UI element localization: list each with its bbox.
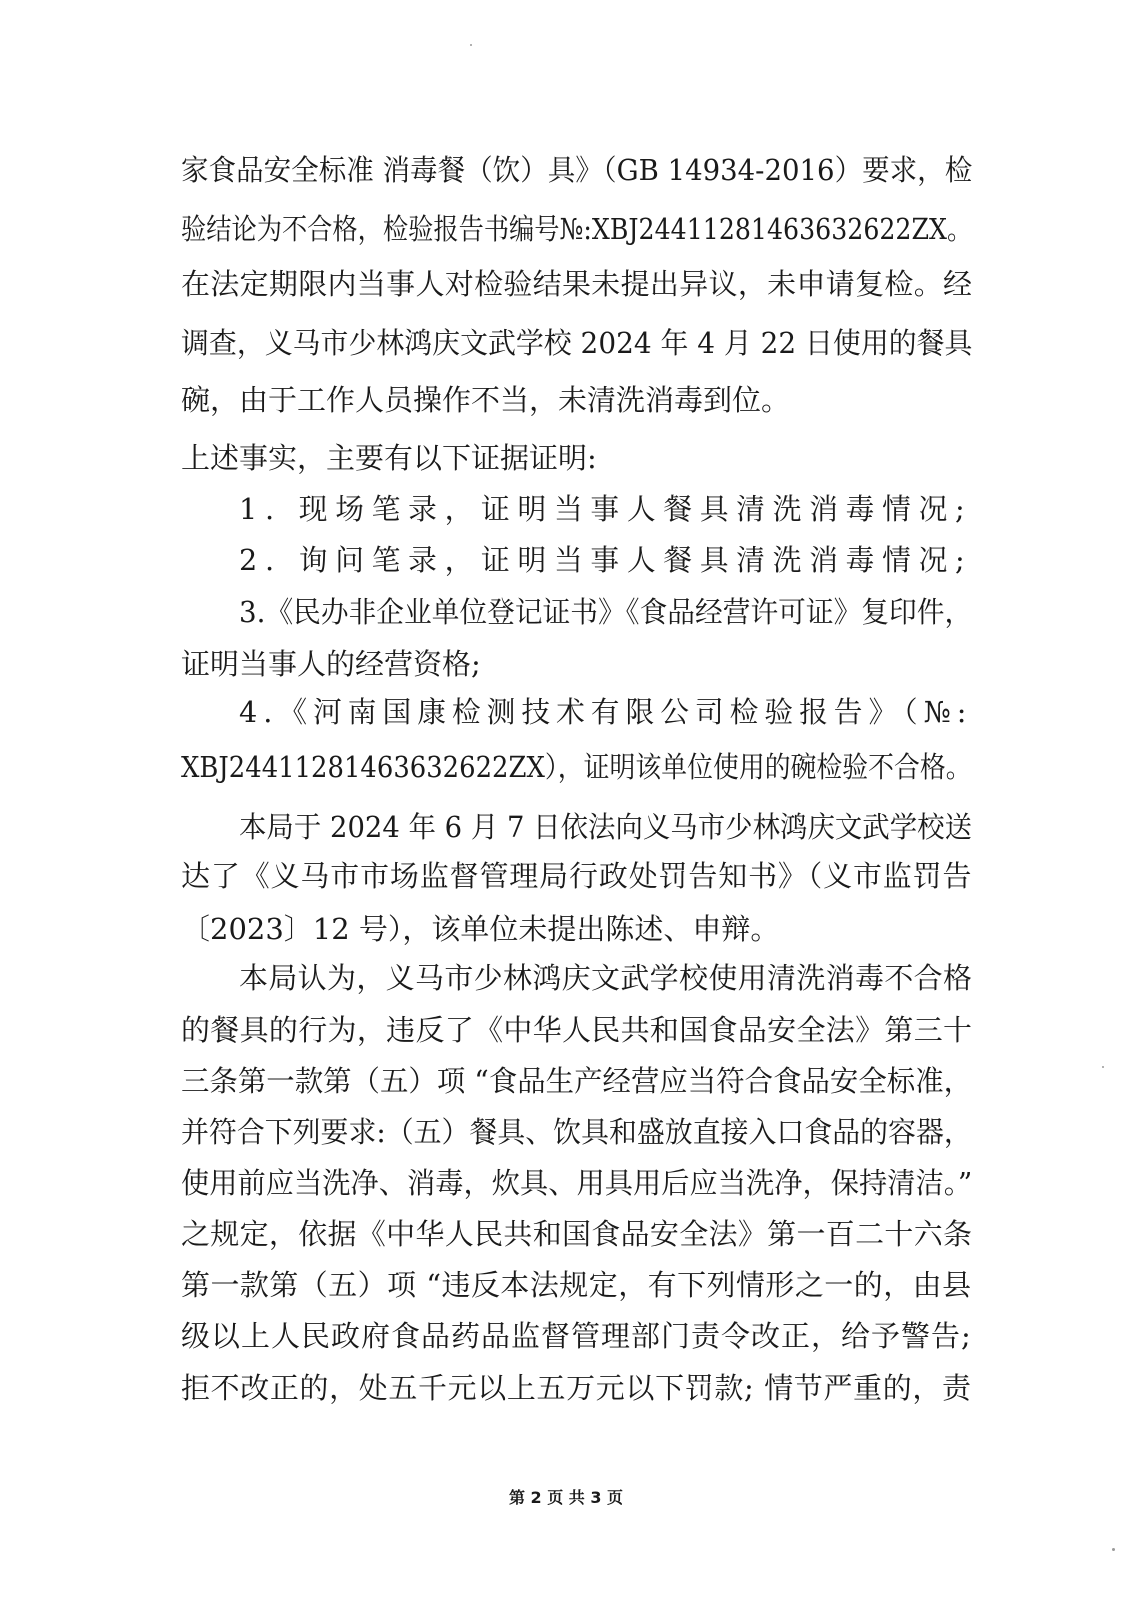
text-line: 的餐具的行为，违反了《中华人民共和国食品安全法》第三十: [181, 1013, 973, 1047]
scan-speck: [470, 44, 472, 46]
text-line: 1. 现场笔录，证明当事人餐具清洗消毒情况;: [239, 492, 973, 526]
text-line: 3.《民办非企业单位登记证书》《食品经营许可证》复印件，: [239, 595, 973, 629]
text-line: 在法定期限内当事人对检验结果未提出异议，未申请复检。经: [181, 267, 973, 301]
text-line: 拒不改正的，处五千元以上五万元以下罚款; 情节严重的，责: [181, 1371, 972, 1405]
text-line: 〔2023〕12 号），该单位未提出陈述、申辩。: [181, 912, 780, 946]
text-line: 本局认为，义马市少林鸿庆文武学校使用清洗消毒不合格: [239, 961, 973, 995]
text-line: 三条第一款第（五）项 “食品生产经营应当符合食品安全标准，: [181, 1064, 973, 1098]
text-line: 第一款第（五）项 “违反本法规定，有下列情形之一的，由县: [181, 1268, 972, 1302]
text-line: 碗，由于工作人员操作不当，未清洗消毒到位。: [181, 383, 791, 417]
text-line: 家食品安全标准 消毒餐（饮）具》（GB 14934-2016）要求，检: [181, 153, 973, 187]
text-line: 并符合下列要求:（五）餐具、饮具和盛放直接入口食品的容器，: [181, 1115, 972, 1149]
text-line: 本局于 2024 年 6 月 7 日依法向义马市少林鸿庆文武学校送: [239, 810, 973, 844]
text-line: 级以上人民政府食品药品监督管理部门责令改正，给予警告;: [181, 1319, 972, 1353]
text-line: 之规定，依据《中华人民共和国食品安全法》第一百二十六条: [181, 1217, 973, 1251]
text-line: 2. 询问笔录，证明当事人餐具清洗消毒情况;: [239, 543, 973, 577]
text-line: 调查，义马市少林鸿庆文武学校 2024 年 4 月 22 日使用的餐具: [181, 326, 973, 360]
text-line: 使用前应当洗净、消毒，炊具、用具用后应当洗净，保持清洁。”: [181, 1166, 973, 1200]
text-line: 达了《义马市市场监督管理局行政处罚告知书》（义市监罚告: [181, 859, 973, 893]
text-line: 4.《河南国康检测技术有限公司检验报告》（№:: [239, 695, 973, 729]
text-line: 验结论为不合格，检验报告书编号№:XBJ24411281463632622ZX。: [181, 212, 973, 246]
text-line: XBJ24411281463632622ZX），证明该单位使用的碗检验不合格。: [181, 750, 972, 784]
page-number-footer: 第 2 页 共 3 页: [508, 1488, 624, 1507]
scan-speck: [1102, 1066, 1104, 1068]
text-line: 证明当事人的经营资格;: [181, 647, 481, 681]
scan-speck: [1112, 1548, 1115, 1551]
text-line: 上述事实，主要有以下证据证明:: [181, 441, 597, 475]
